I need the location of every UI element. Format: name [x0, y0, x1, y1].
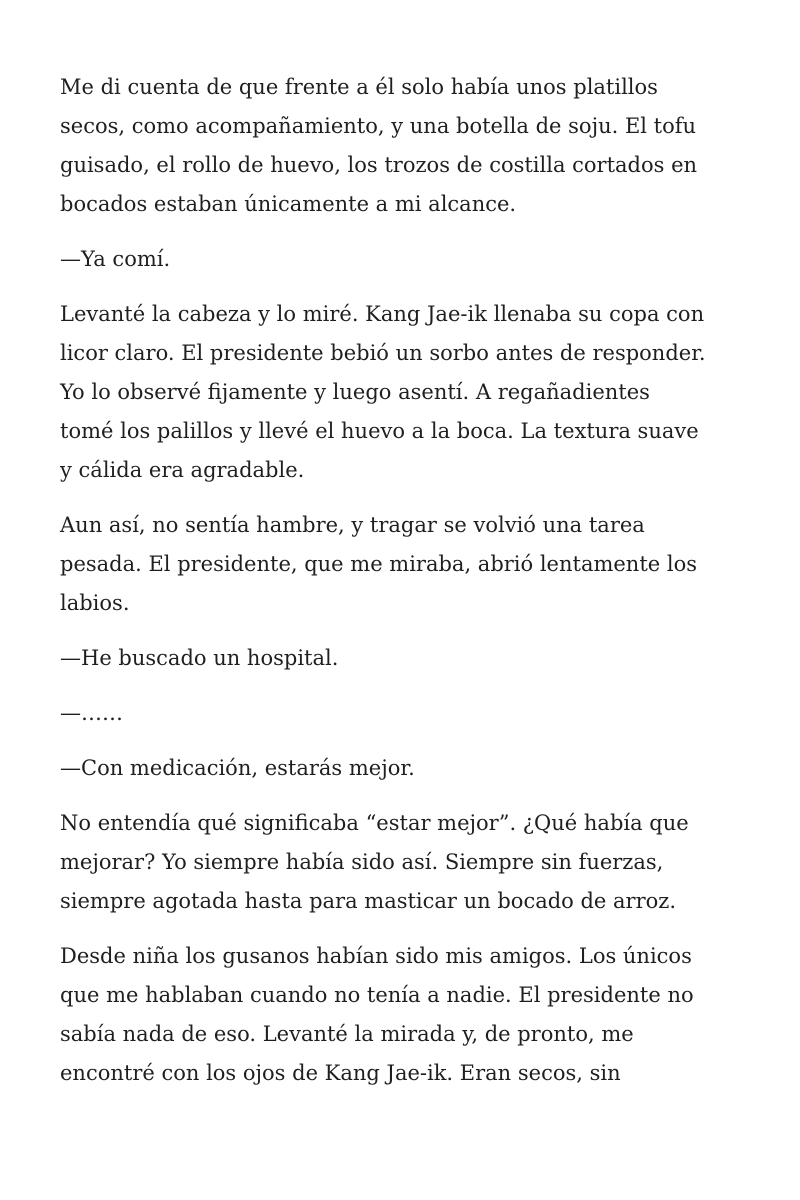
paragraph: No entendía qué significaba “estar mejor”. ¿Qué había que mejorar? Yo siempre había sido así. Siempre sin fuerzas, siempre agotada hasta para masticar un bocado de arroz.	[60, 811, 689, 913]
paragraph: —Ya comí.	[60, 247, 171, 271]
paragraph: Desde niña los gusanos habían sido mis amigos. Los únicos que me hablaban cuando no tenía a nadie. El presidente no sabía nada de eso. Levanté la mirada y, de pronto, me encontré con los ojos de Kang Jae-ik. Eran secos, sin	[60, 944, 694, 1085]
paragraph: —……	[60, 701, 123, 725]
paragraph: —He buscado un hospital.	[60, 646, 339, 670]
paragraph: —Con medicación, estarás mejor.	[60, 756, 415, 780]
paragraph: Levanté la cabeza y lo miré. Kang Jae-ik llenaba su copa con licor claro. El presidente bebió un sorbo antes de responder. Yo lo observé fijamente y luego asentí. A regañadientes tomé los palillos y llevé el huevo a la boca. La textura suave y cálida era agradable.	[60, 302, 706, 482]
paragraph: Me di cuenta de que frente a él solo había unos platillos secos, como acompañamiento, y una botella de soju. El tofu guisado, el rollo de huevo, los trozos de costilla cortados en bocados estaban únicamente a mi alcance.	[60, 75, 698, 216]
paragraph: Aun así, no sentía hambre, y tragar se volvió una tarea pesada. El presidente, que me miraba, abrió lentamente los labios.	[60, 513, 698, 615]
